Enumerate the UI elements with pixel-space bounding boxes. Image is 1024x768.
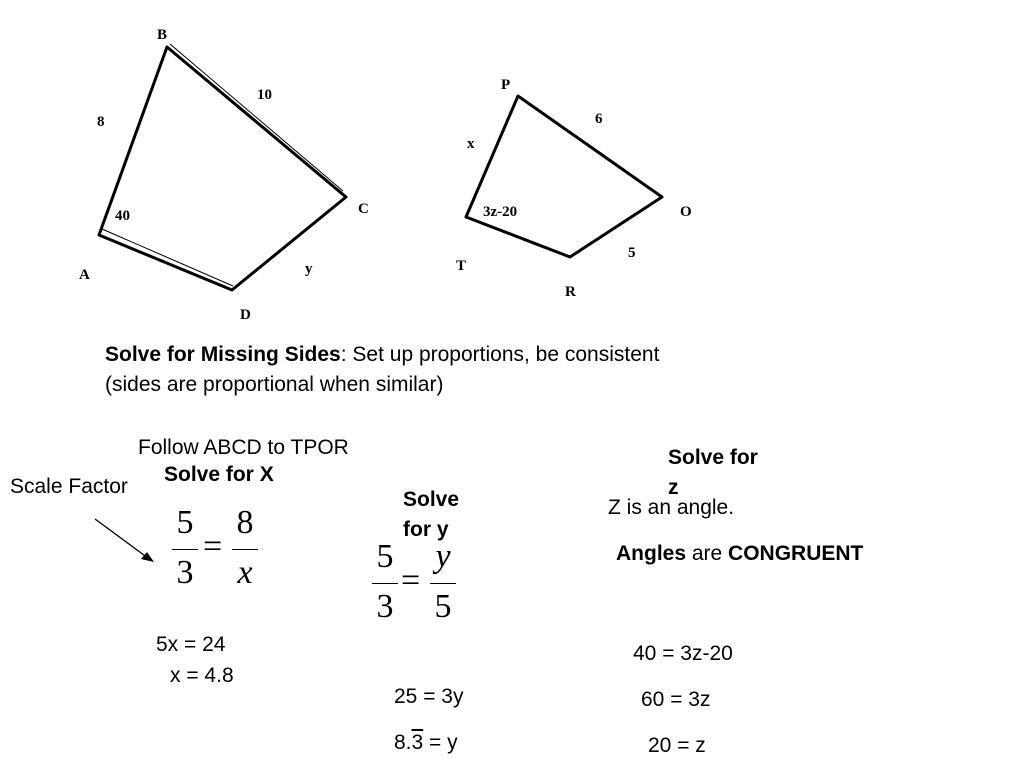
solve-z-title-line-1: Solve for (668, 446, 758, 469)
solve-z-note: Z is an angle. (608, 496, 735, 519)
proportion-y-left-bar (372, 583, 398, 584)
solve-z-step-2: 60 = 3z (641, 688, 711, 711)
solve-x-step-1: 5x = 24 (156, 633, 226, 656)
proportion-y-equals: = (401, 562, 421, 599)
solve-y-title-line-1: Solve (403, 488, 460, 511)
proportion-x-right-den: x (237, 554, 253, 591)
proportion-x-right-bar (232, 549, 258, 550)
angle-a-label: 40 (115, 208, 130, 224)
congruent-rule-mid: are (686, 542, 729, 565)
proportion-y-right-den: 5 (434, 588, 452, 625)
vertex-d-label: D (240, 307, 251, 323)
solve-x-step-2: x = 4.8 (170, 664, 234, 687)
solve-y-step-2 (394, 730, 458, 755)
solve-y-step-2-whole: 8. (394, 731, 412, 754)
ad-double-edge (102, 229, 233, 286)
vertex-b-label: B (157, 27, 168, 43)
quadrilateral-abcd (99, 47, 346, 290)
solve-y-step-2-repeating-digit: 3 (411, 731, 424, 754)
side-po-label: 6 (595, 111, 603, 127)
solve-z-title-line-2: z (668, 476, 679, 499)
congruent-rule (616, 541, 863, 566)
proportion-x-left-den: 3 (176, 554, 194, 591)
solve-x-title: Solve for X (164, 463, 274, 486)
angle-t-label: 3z-20 (483, 204, 518, 220)
heading-line-2: (sides are proportional when similar) (105, 373, 444, 396)
proportion-y (368, 538, 468, 632)
proportion-y-left-num: 5 (376, 538, 394, 575)
proportion-x-left-bar (172, 549, 198, 550)
solve-z-step-3: 20 = z (648, 734, 706, 757)
quadrilateral-tpor (466, 96, 662, 257)
vertex-a-label: A (79, 267, 90, 283)
vertex-t-label: T (456, 258, 467, 274)
proportion-x (168, 504, 268, 598)
solve-z-step-1: 40 = 3z-20 (633, 642, 733, 665)
congruent-rule-bold-1: Angles (616, 542, 687, 565)
side-ab-label: 8 (97, 114, 105, 130)
bc-double-edge (170, 44, 343, 191)
vertex-r-label: R (565, 284, 576, 300)
solve-y-step-2-rest: = y (423, 731, 458, 754)
heading-rest: : Set up proportions, be consistent (340, 343, 660, 366)
scale-factor-arrow (95, 519, 148, 558)
proportion-y-left-den: 3 (376, 588, 394, 625)
proportion-y-right-bar (430, 583, 456, 584)
solve-y-step-1: 25 = 3y (394, 685, 464, 708)
proportion-y-right-num: y (435, 538, 451, 575)
side-or-label: 5 (628, 245, 636, 261)
side-tp-label: x (467, 136, 475, 152)
side-bc-label: 10 (257, 87, 272, 103)
follow-note: Follow ABCD to TPOR (138, 436, 349, 459)
side-cd-label: y (305, 261, 313, 277)
heading-bold: Solve for Missing Sides (105, 343, 341, 366)
proportion-x-left-num: 5 (176, 504, 194, 541)
scale-factor-label: Scale Factor (10, 475, 128, 498)
congruent-rule-bold-2: CONGRUENT (728, 542, 864, 565)
solve-y-title-line-2: for y (403, 518, 449, 541)
heading-line-1 (105, 342, 659, 367)
vertex-o-label: O (680, 204, 692, 220)
proportion-x-equals: = (203, 528, 223, 565)
vertex-p-label: P (501, 77, 511, 93)
proportion-x-right-num: 8 (236, 504, 254, 541)
vertex-c-label: C (358, 201, 369, 217)
